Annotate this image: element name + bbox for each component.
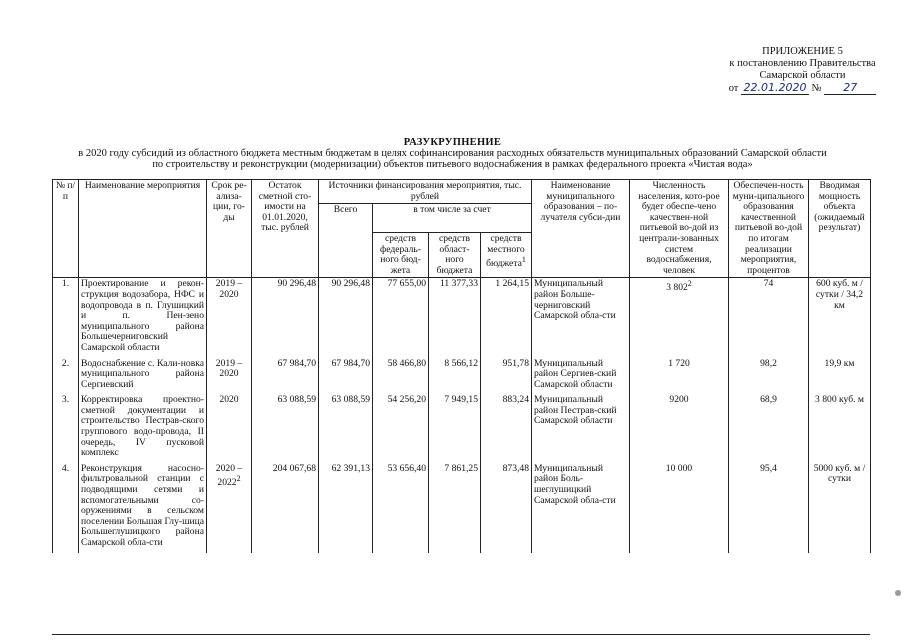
col-capacity: Вводимая мощность объекта (ожидаемый результат)	[809, 180, 871, 278]
cell-reg	[429, 358, 481, 392]
cell-share-text: 98,2	[760, 357, 777, 369]
cell-term	[207, 358, 252, 392]
cell-share	[729, 463, 809, 550]
cell-fed	[373, 278, 429, 355]
bottom-rule	[52, 634, 870, 635]
cell-total	[319, 394, 373, 460]
appendix-date-line	[700, 82, 905, 95]
spacer-cell	[252, 550, 319, 553]
cell-balance	[252, 394, 319, 460]
spacer-cell	[373, 550, 429, 553]
cell-term-text: 2019 – 2020	[215, 357, 243, 380]
cell-population	[630, 278, 729, 355]
cell-loc-text: 951,78	[502, 357, 529, 369]
col-loc-footnote: 1	[521, 255, 526, 265]
cell-balance	[252, 463, 319, 550]
appendix-block	[700, 46, 905, 95]
cell-term-text: 2020	[219, 394, 239, 406]
cell-num-text: 4.	[61, 462, 70, 474]
cell-name-text: Корректировка проектно-сметной документации и строительство Пестрав-ского группового водо-провода, II очередь, IV пусковой комплекс	[81, 394, 204, 459]
cell-term-footnote: 2	[236, 474, 241, 484]
appendix-line2: к постановлению Правительства	[729, 58, 876, 69]
cell-num-text: 1.	[61, 278, 70, 290]
cell-share	[729, 394, 809, 460]
table-row	[53, 394, 871, 460]
cell-capacity-text: 5000 куб. м / сутки	[813, 462, 866, 485]
cell-num	[53, 278, 79, 355]
cell-balance-text: 90 296,48	[277, 278, 316, 290]
cell-num	[53, 358, 79, 392]
cell-share-text: 95,4	[760, 462, 777, 474]
table-row	[53, 278, 871, 355]
col-balance: Остаток сметной сто-имости на 01.01.2020, тыс. рублей	[252, 180, 319, 278]
table-row	[53, 358, 871, 392]
cell-fed-text: 58 466,80	[387, 357, 426, 369]
cell-population	[630, 358, 729, 392]
table-row	[53, 463, 871, 550]
cell-loc	[481, 278, 532, 355]
col-term: Срок ре-ализа-ции, го-ды	[207, 180, 252, 278]
spacer-cell	[53, 550, 79, 553]
appendix-title: ПРИЛОЖЕНИЕ 5	[762, 46, 843, 57]
cell-term	[207, 463, 252, 550]
cell-population-text: 3 802	[666, 282, 688, 294]
spacer-cell	[532, 550, 630, 553]
col-total: Всего	[319, 204, 373, 278]
cell-name	[79, 463, 207, 550]
spacer-cell	[630, 550, 729, 553]
cell-balance-text: 63 088,59	[277, 394, 316, 406]
col-incl: в том числе за счет	[373, 204, 532, 233]
cell-recipient-text: Муниципальный район Больше-черниговский Самарской обла-сти	[534, 278, 616, 322]
cell-name	[79, 358, 207, 392]
cell-share-text: 68,9	[760, 394, 777, 406]
cell-recipient-text: Муниципальный район Пестрав-ский Самарской области	[534, 394, 617, 427]
cell-share-text: 74	[763, 278, 774, 290]
cell-reg-text: 11 377,33	[439, 278, 478, 290]
spacer-cell	[729, 550, 809, 553]
cell-recipient	[532, 358, 630, 392]
spacer-cell	[481, 550, 532, 553]
cell-reg	[429, 463, 481, 550]
cell-balance-text: 204 067,68	[272, 462, 316, 474]
cell-recipient-text: Муниципальный район Сергиев-ский Самарской области	[534, 357, 617, 390]
col-recipient: Наименование муниципального образования – по-лучателя субси-дии	[532, 180, 630, 278]
spacer-cell	[207, 550, 252, 553]
cell-num	[53, 463, 79, 550]
cell-reg	[429, 278, 481, 355]
table-header	[53, 180, 871, 278]
cell-total-text: 63 088,59	[331, 394, 370, 406]
cell-share	[729, 278, 809, 355]
cell-capacity	[809, 463, 871, 550]
cell-recipient	[532, 463, 630, 550]
spacer-cell	[429, 550, 481, 553]
cell-recipient-text: Муниципальный район Боль-шеглушицкий Самарской обла-сти	[534, 462, 616, 506]
cell-reg	[429, 394, 481, 460]
table-body	[53, 278, 871, 553]
col-num: № п/п	[53, 180, 79, 278]
cell-fed	[373, 358, 429, 392]
cell-loc-text: 873,48	[502, 462, 529, 474]
cell-population-text: 9200	[669, 394, 689, 406]
cell-total	[319, 278, 373, 355]
cell-loc	[481, 394, 532, 460]
document-title	[0, 137, 905, 170]
cell-fed-text: 77 655,00	[387, 278, 426, 290]
cell-name-text: Водоснабжение с. Кали-новка муниципального района Сергиевский	[81, 357, 204, 390]
cell-capacity-text: 19,9 км	[824, 357, 855, 369]
number-value: 27	[824, 82, 876, 95]
cell-total	[319, 463, 373, 550]
cell-term	[207, 278, 252, 355]
cell-population	[630, 463, 729, 550]
cell-fed	[373, 394, 429, 460]
cell-recipient	[532, 394, 630, 460]
cell-balance	[252, 358, 319, 392]
cell-population-footnote: 2	[687, 279, 692, 289]
cell-population-text: 10 000	[665, 462, 693, 474]
cell-loc	[481, 463, 532, 550]
cell-capacity-text: 600 куб. м / сутки / 34,2 км	[815, 278, 864, 311]
cell-capacity	[809, 394, 871, 460]
cell-recipient	[532, 278, 630, 355]
spacer-cell	[79, 550, 207, 553]
cell-total-text: 62 391,13	[331, 462, 370, 474]
title-line2: по строительству и реконструкции (модернизации) объектов питьевого водоснабжения в рамках федерального проекта «Чистая вода»	[152, 159, 753, 170]
cell-num-text: 3.	[61, 394, 70, 406]
cell-num-text: 2.	[61, 357, 70, 369]
cell-fed	[373, 463, 429, 550]
cell-term-text: 2020 – 2022	[215, 462, 243, 489]
cell-name	[79, 394, 207, 460]
cell-fed-text: 53 656,40	[387, 462, 426, 474]
col-share: Обеспечен-ность муни-ципального образования качественной питьевой во-дой по итогам реализации мероприятия, процентов	[729, 180, 809, 278]
cell-name	[79, 278, 207, 355]
spacer-cell	[809, 550, 871, 553]
col-sources: Источники финансирования мероприятия, тыс. рублей	[319, 180, 532, 204]
cell-reg-text: 7 949,15	[444, 394, 478, 406]
date-value: 22.01.2020	[741, 82, 809, 95]
subsidy-table	[52, 179, 871, 553]
cell-total-text: 90 296,48	[331, 278, 370, 290]
col-reg: средств област-ного бюджета	[429, 232, 481, 277]
cell-balance	[252, 278, 319, 355]
col-loc	[481, 232, 532, 277]
cell-total	[319, 358, 373, 392]
cell-population	[630, 394, 729, 460]
cell-num	[53, 394, 79, 460]
cell-capacity	[809, 358, 871, 392]
cell-fed-text: 54 256,20	[387, 394, 426, 406]
cell-capacity-text: 3 800 куб. м	[815, 394, 864, 406]
col-population: Численность населения, кото-рое будет обеспе-чено качествен-ной питьевой во-дой из централи-зованных систем водоснабжения, человек	[630, 180, 729, 278]
cell-share	[729, 358, 809, 392]
scan-mark	[895, 590, 901, 596]
row-spacer	[53, 550, 871, 553]
cell-reg-text: 8 566,12	[444, 357, 478, 369]
cell-name-text: Реконструкция насосно-фильтровальной станции с подводящими сетями и вспомогательными со-оружениями в сельском поселении Большая Глу-шица Большеглушицкого района Самарской обла-сти	[81, 462, 204, 548]
appendix-line3: Самарской области	[759, 70, 846, 81]
number-prefix: №	[811, 83, 822, 94]
cell-total-text: 67 984,70	[331, 357, 370, 369]
col-name: Наименование мероприятия	[79, 180, 207, 278]
cell-balance-text: 67 984,70	[277, 357, 316, 369]
date-prefix: от	[728, 83, 739, 94]
spacer-cell	[319, 550, 373, 553]
col-fed: средств федераль-ного бюд-жета	[373, 232, 429, 277]
cell-term	[207, 394, 252, 460]
title-line1: в 2020 году субсидий из областного бюджета местным бюджетам в целях софинансирования расходных обязательств муниципальных образований Самарской области	[78, 148, 827, 159]
col-loc-text: средств местного бюджета	[486, 232, 525, 270]
title-heading: РАЗУКРУПНЕНИЕ	[403, 137, 502, 148]
cell-term-text: 2019 – 2020	[215, 278, 243, 300]
cell-capacity	[809, 278, 871, 355]
cell-loc	[481, 358, 532, 392]
cell-loc-text: 883,24	[502, 394, 529, 406]
cell-reg-text: 7 861,25	[444, 462, 478, 474]
cell-name-text: Проектирование и рекон-струкция водозабора, НФС и водопровода в п. Глушицкий и п. Пен-зено муниципального района Большечерниговский Самарской области	[81, 278, 204, 353]
cell-population-text: 1 720	[668, 357, 690, 369]
cell-loc-text: 1 264,15	[495, 278, 529, 290]
